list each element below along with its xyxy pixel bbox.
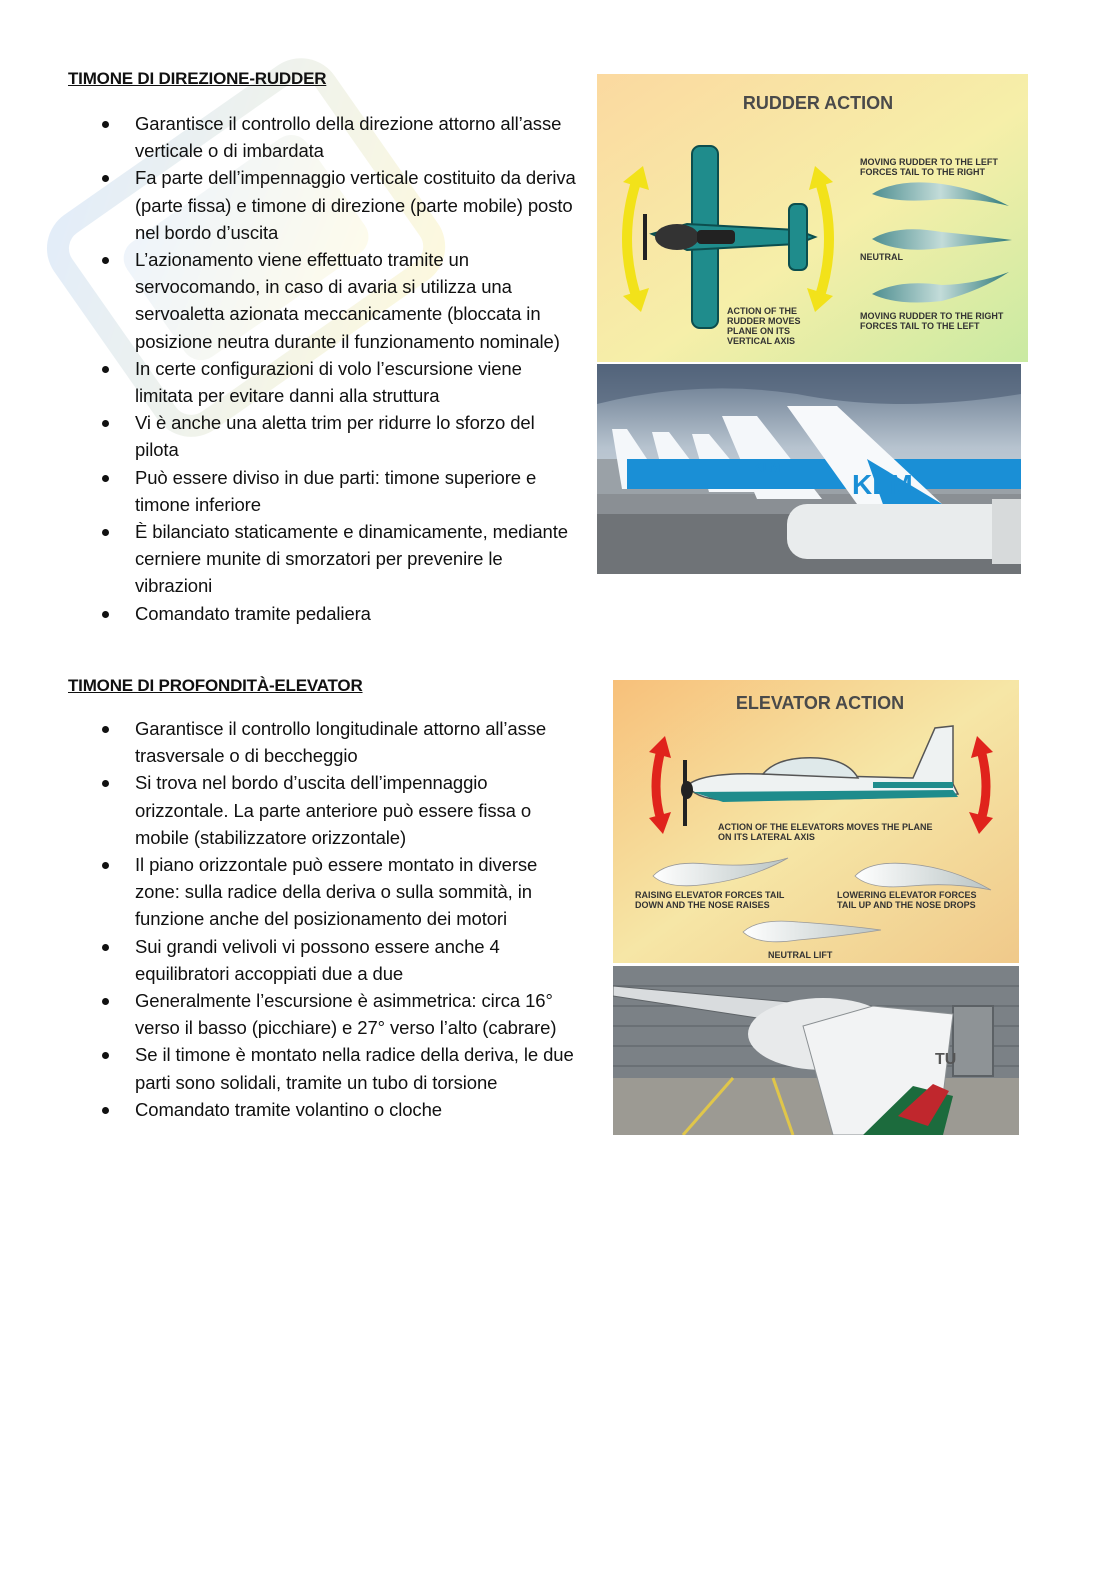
list-item: Comandato tramite pedaliera (68, 600, 578, 627)
list-item: In certe configurazioni di volo l’escursione viene limitata per evitare danni alla struttura (68, 355, 578, 409)
list-item: Si trova nel bordo d’uscita dell’impennaggio orizzontale. La parte anteriore può essere fissa o mobile (stabilizzatore orizzontale) (68, 769, 578, 851)
caption-axis-4: VERTICAL AXIS (727, 336, 796, 346)
caption-left-1: MOVING RUDDER TO THE LEFT (860, 157, 998, 167)
elevator-tail-photo (613, 966, 1019, 1135)
elevator-caption-axis-2: ON ITS LATERAL AXIS (718, 832, 815, 842)
list-item: Generalmente l’escursione è asimmetrica: circa 16° verso il basso (picchiare) e 27° verso l’alto (cabrare) (68, 987, 578, 1041)
list-item: Comandato tramite volantino o cloche (68, 1096, 578, 1123)
caption-right-1: MOVING RUDDER TO THE RIGHT (860, 311, 1004, 321)
registration-text: TU (935, 1051, 957, 1068)
list-item: Il piano orizzontale può essere montato in diverse zone: sulla radice della deriva o sulla sommità, in funzione anche del posizionamento dei motori (68, 851, 578, 933)
elevator-bullet-list (68, 715, 578, 1123)
list-item: Vi è anche una aletta trim per ridurre lo sforzo del pilota (68, 409, 578, 463)
rudder-diagram-title: RUDDER ACTION (742, 93, 894, 113)
elevator-caption-lower-1: LOWERING ELEVATOR FORCES (837, 890, 977, 900)
list-item: Se il timone è montato nella radice della deriva, le due parti sono solidali, tramite un tubo di torsione (68, 1041, 578, 1095)
rudder-action-diagram (597, 74, 1028, 362)
elevator-caption-lower-2: TAIL UP AND THE NOSE DROPS (837, 900, 976, 910)
list-item: Garantisce il controllo longitudinale attorno all’asse trasversale o di beccheggio (68, 715, 578, 769)
klm-logo: KLM (852, 469, 913, 500)
caption-axis-3: PLANE ON ITS (727, 326, 791, 336)
list-item: Garantisce il controllo della direzione attorno all’asse verticale o di imbardata (68, 110, 578, 164)
caption-right-2: FORCES TAIL TO THE LEFT (860, 321, 980, 331)
list-item: Fa parte dell’impennaggio verticale costituito da deriva (parte fissa) e timone di direzione (parte mobile) posto nel bordo d’uscita (68, 164, 578, 246)
elevator-action-diagram (613, 680, 1019, 963)
elevator-caption-axis-1: ACTION OF THE ELEVATORS MOVES THE PLANE (718, 822, 933, 832)
list-item: Sui grandi velivoli vi possono essere anche 4 equilibratori accoppiati due a due (68, 933, 578, 987)
klm-logo-small: KLM (752, 459, 783, 475)
rudder-bullet-list (68, 110, 578, 627)
klm-tails-photo (597, 364, 1021, 574)
list-item: L’azionamento viene effettuato tramite un servocomando, in caso di avaria si utilizza una servoaletta azionata meccanicamente (bloccata in posizione neutra durante il funzionamento nominale) (68, 246, 578, 355)
list-item: Può essere diviso in due parti: timone superiore e timone inferiore (68, 464, 578, 518)
caption-neutral: NEUTRAL (860, 252, 903, 262)
rudder-heading: TIMONE DI DIREZIONE-RUDDER (68, 69, 327, 88)
elevator-diagram-title: ELEVATOR ACTION (735, 693, 905, 713)
caption-axis-2: RUDDER MOVES (727, 316, 801, 326)
elevator-heading: TIMONE DI PROFONDITÀ-ELEVATOR (68, 676, 363, 695)
caption-axis-1: ACTION OF THE (727, 306, 797, 316)
elevator-caption-raise-2: DOWN AND THE NOSE RAISES (635, 900, 770, 910)
caption-left-2: FORCES TAIL TO THE RIGHT (860, 167, 986, 177)
elevator-caption-neutral: NEUTRAL LIFT (768, 950, 833, 960)
elevator-caption-raise-1: RAISING ELEVATOR FORCES TAIL (635, 890, 785, 900)
list-item: È bilanciato staticamente e dinamicamente, mediante cerniere munite di smorzatori per prevenire le vibrazioni (68, 518, 578, 600)
